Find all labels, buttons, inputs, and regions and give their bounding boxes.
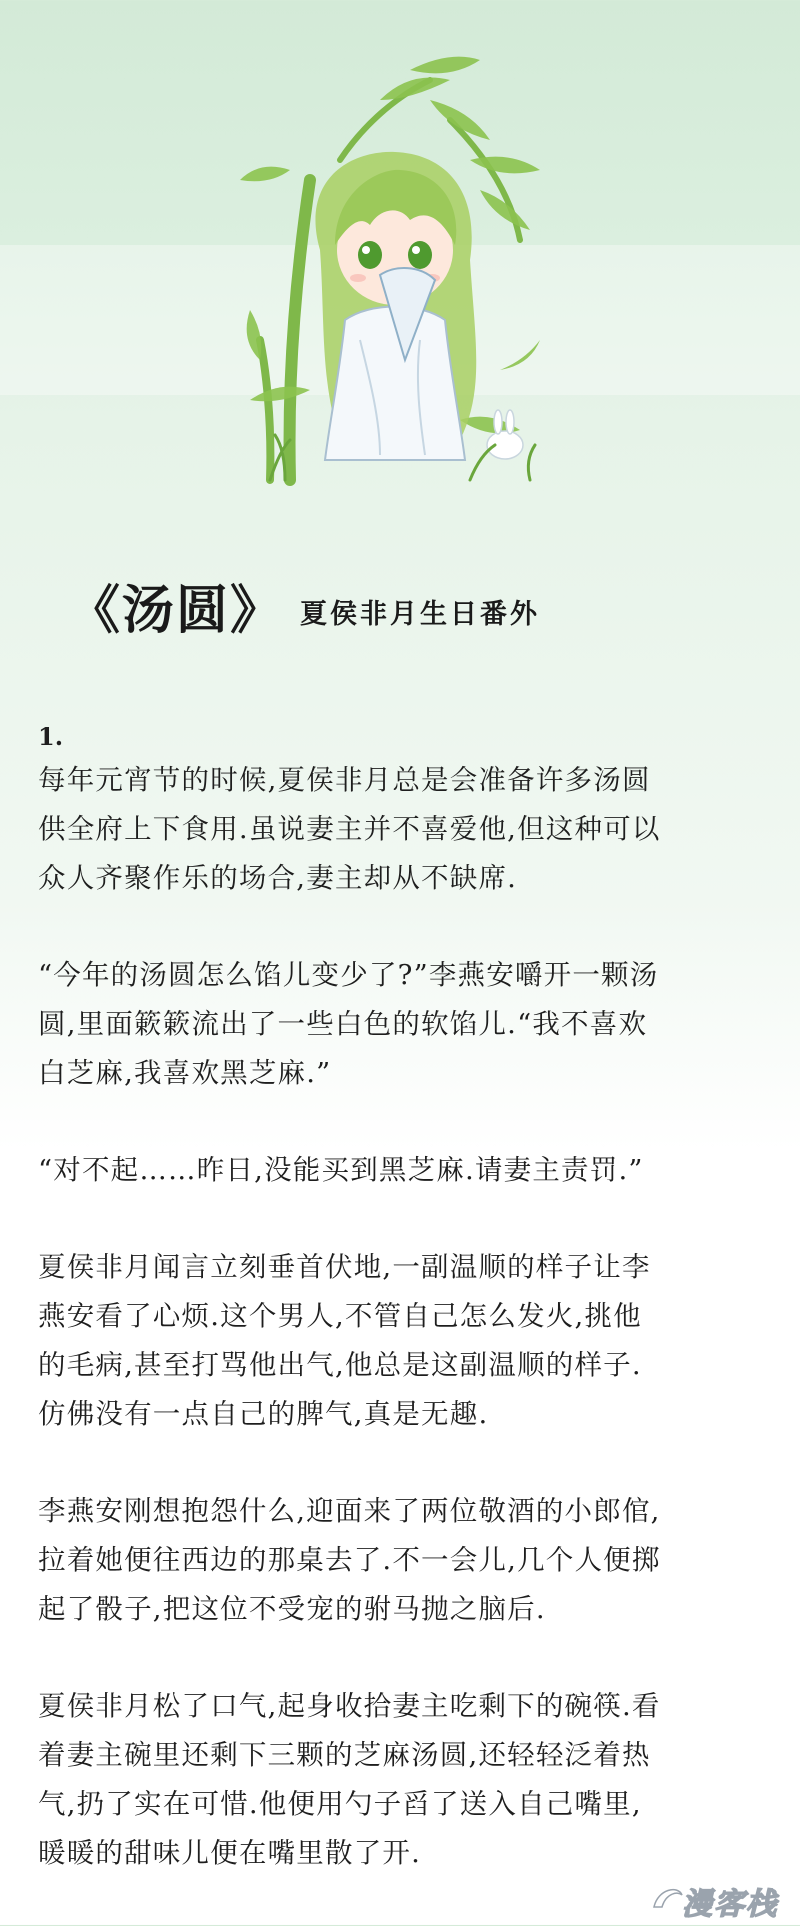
chapter-number: 1.: [38, 722, 64, 751]
text-line: 燕安看了心烦.这个男人,不管自己怎么发火,挑他: [38, 1300, 642, 1332]
text-line: 拉着她便往西边的那桌去了.不一会儿,几个人便掷: [38, 1544, 661, 1576]
paragraph: [38, 1682, 768, 1878]
text-line: 着妻主碗里还剩下三颗的芝麻汤圆,还轻轻泛着热: [38, 1739, 651, 1771]
text-line: “今年的汤圆怎么馅儿变少了?”李燕安嚼开一颗汤: [38, 959, 659, 991]
paragraph: [38, 1146, 768, 1195]
paragraph: [38, 1243, 768, 1439]
text-line: 仿佛没有一点自己的脾气,真是无趣.: [38, 1398, 489, 1430]
text-line: 白芝麻,我喜欢黑芝麻.”: [38, 1057, 332, 1089]
text-line: 气,扔了实在可惜.他便用勺子舀了送入自己嘴里,: [38, 1788, 642, 1820]
text-line: 李燕安刚想抱怨什么,迎面来了两位敬酒的小郎倌,: [38, 1495, 661, 1527]
text-line: 起了骰子,把这位不受宠的驸马抛之脑后.: [38, 1593, 546, 1625]
text-line: 夏侯非月闻言立刻垂首伏地,一副温顺的样子让李: [38, 1251, 651, 1283]
chibi-bamboo-illustration: [230, 40, 560, 500]
rabbit: [487, 410, 523, 459]
text-line: 每年元宵节的时候,夏侯非月总是会准备许多汤圆: [38, 764, 651, 796]
text-line: 圆,里面簌簌流出了一些白色的软馅儿.“我不喜欢: [38, 1008, 648, 1040]
paragraph: [38, 951, 768, 1098]
story-subtitle: 夏侯非月生日番外: [300, 599, 540, 630]
text-line: “对不起……昨日,没能买到黑芝麻.请妻主责罚.”: [38, 1154, 644, 1186]
text-line: 众人齐聚作乐的场合,妻主却从不缺席.: [38, 862, 518, 894]
text-line: 暖暖的甜味儿便在嘴里散了开.: [38, 1837, 422, 1869]
watermark-text: 漫客栈: [682, 1887, 778, 1922]
title-row: [68, 568, 748, 648]
story-title: 《汤圆》: [68, 580, 285, 641]
text-line: 的毛病,甚至打骂他出气,他总是这副温顺的样子.: [38, 1349, 642, 1381]
text-line: 夏侯非月松了口气,起身收拾妻主吃剩下的碗筷.看: [38, 1690, 661, 1722]
paragraph: [38, 756, 768, 903]
story-content: [38, 718, 768, 1926]
text-line: 供全府上下食用.虽说妻主并不喜爱他,但这种可以: [38, 813, 661, 845]
watermark-logo: [648, 1873, 788, 1921]
paragraph: [38, 1487, 768, 1634]
